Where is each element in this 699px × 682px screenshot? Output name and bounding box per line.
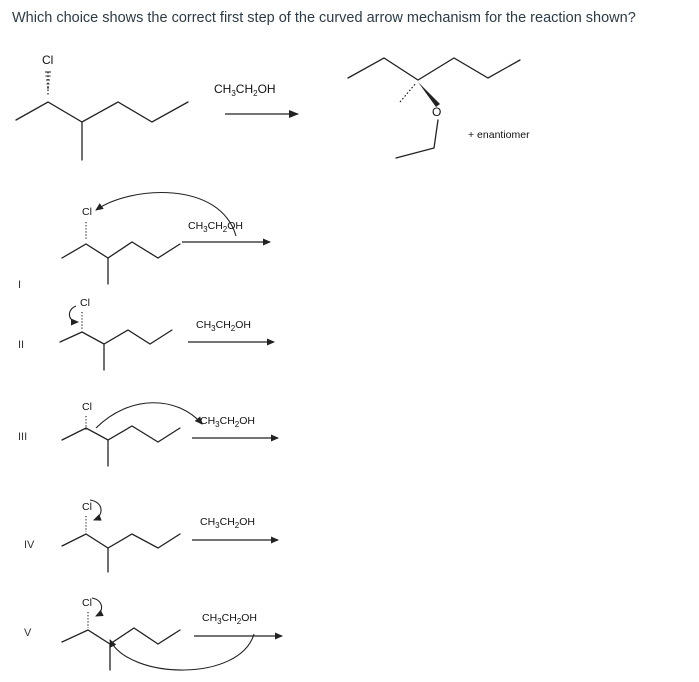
wedge-bond — [418, 82, 440, 107]
choice-reagent: $CH_3CH_2OH$ — [196, 319, 251, 333]
product-structure — [348, 58, 520, 158]
product-oxygen: O — [432, 105, 442, 119]
choice-numeral: V — [24, 627, 32, 639]
choice-cl-label: Cl — [82, 597, 92, 609]
choice-numeral: III — [18, 431, 28, 443]
curved-arrow — [110, 634, 254, 670]
choice-numeral: I — [18, 279, 22, 291]
choice-numeral: IV — [24, 539, 35, 551]
curved-arrow — [69, 306, 78, 322]
choice-cl-label: Cl — [80, 297, 90, 309]
reagent-label: $CH_3CH_2OH$ — [214, 82, 276, 98]
choice-ii[interactable] — [18, 297, 274, 370]
choice-cl-label: Cl — [82, 401, 92, 413]
reaction-arrow — [214, 82, 298, 114]
enantiomer-note: + enantiomer — [468, 129, 530, 141]
choice-cl-label: Cl — [82, 501, 92, 513]
choice-reagent: $CH_3CH_2OH$ — [202, 612, 257, 626]
choice-v[interactable] — [24, 597, 282, 670]
choice-iv[interactable] — [24, 500, 278, 572]
question-text: Which choice shows the correct first step of the curved arrow mechanism for the reaction shown? — [12, 10, 636, 26]
choice-i[interactable] — [18, 193, 270, 291]
reactant-structure — [16, 53, 188, 160]
choice-cl-label: Cl — [82, 206, 92, 218]
choice-reagent: $CH_3CH_2OH$ — [200, 516, 255, 530]
choice-numeral: II — [18, 339, 25, 351]
curved-arrow — [92, 598, 102, 616]
choice-reagent: $CH_3CH_2OH$ — [188, 220, 243, 234]
product-hashed-bond — [400, 83, 416, 102]
choice-reagent: $CH_3CH_2OH$ — [200, 415, 255, 429]
choice-iii[interactable] — [18, 401, 278, 466]
curved-arrow — [96, 403, 202, 428]
reactant-cl-label: Cl — [42, 53, 54, 67]
hashed-bond — [45, 72, 51, 96]
